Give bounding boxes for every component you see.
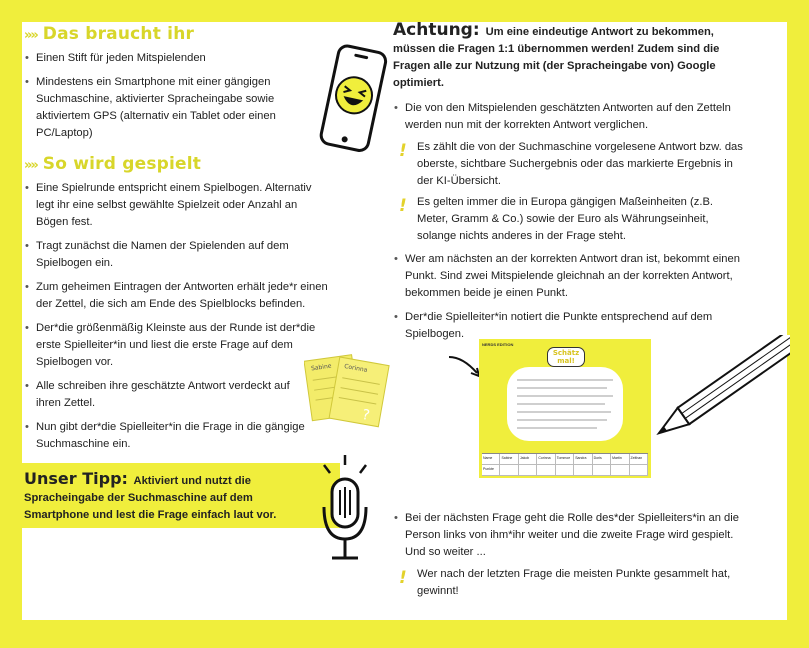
list-item: • Die von den Mitspielenden geschätzten Antworten auf den Zetteln werden nun mit der korrekten Antwort verglichen. bbox=[393, 100, 743, 134]
note-text: Es zählt die von der Suchmaschine vorgelesene Antwort bzw. das oberste, sichtbare Suchergebnis oder das markierte Ergebnis in der KI-Übersicht. bbox=[417, 141, 743, 187]
name-cell: Martin bbox=[611, 454, 629, 464]
note-item bbox=[393, 194, 743, 245]
question-line bbox=[517, 419, 607, 421]
left-column bbox=[24, 22, 329, 460]
scorecard-names-table bbox=[482, 453, 648, 475]
rules-list-1 bbox=[393, 100, 743, 134]
list-item: • Mindestens ein Smartphone mit einer gängigen Suchmaschine, aktivierter Spracheingabe sowie aktiviertem GPS (alternativ ein Tablet oder einen PC/Laptop) bbox=[24, 74, 281, 142]
list-item: • Zum geheimen Eintragen der Antworten erhält jede*r einen der Zettel, die sich am Ende des Spielblocks befinden. bbox=[24, 279, 331, 313]
howto-list bbox=[24, 180, 329, 453]
points-cell bbox=[611, 465, 629, 475]
list-item: • Bei der nächsten Frage geht die Rolle des*der Spielleiters*in an die Person links von ihm*ihr weiter und die zweite Frage wird gespielt. Und so weiter ... bbox=[393, 510, 743, 561]
needs-list bbox=[24, 50, 329, 142]
question-line bbox=[517, 411, 611, 413]
section-heading-needs bbox=[24, 26, 329, 44]
tip-colon: : bbox=[121, 469, 134, 488]
points-row bbox=[482, 465, 648, 476]
warning-title: Achtung bbox=[393, 20, 473, 40]
warning-text: Um eine eindeutige Antwort zu bekommen, müssen die Fragen 1:1 übernommen werden! Zudem sind die Fragen alle zur Nutzung mit (der Spracheingabe von) Google optimiert. bbox=[393, 26, 720, 89]
section-heading-howto bbox=[24, 156, 329, 174]
name-cell: Zeithan bbox=[630, 454, 648, 464]
tip-text-block bbox=[24, 470, 314, 524]
list-item: • Wer am nächsten an der korrekten Antwort dran ist, bekommt einen Punkt. Sind zwei Mitspielende gleichnah an der korrekten Antwort, bekommen beide je einen Punkt. bbox=[393, 251, 743, 302]
laughing-smartphone-icon bbox=[315, 40, 390, 160]
question-line bbox=[517, 395, 613, 397]
pencil-icon bbox=[640, 335, 790, 465]
scorecard-logo: Schätz mal! bbox=[547, 347, 585, 367]
note-item bbox=[393, 566, 743, 600]
heading-text: Das braucht ihr bbox=[42, 24, 195, 44]
points-cell bbox=[500, 465, 518, 475]
points-cell bbox=[519, 465, 537, 475]
microphone-icon bbox=[310, 445, 380, 565]
scorecard-bubble bbox=[507, 367, 623, 441]
rules-list-2 bbox=[393, 251, 743, 343]
svg-text:Sabine: Sabine bbox=[310, 362, 332, 373]
name-cell: Corinna bbox=[537, 454, 555, 464]
note-text: Wer nach der letzten Frage die meisten Punkte gesammelt hat, gewinnt! bbox=[417, 568, 731, 597]
tip-body: Aktiviert und nutzt die Spracheingabe der Suchmaschine auf dem Smartphone und lest die Frage einfach laut vor. bbox=[24, 475, 277, 521]
arrows-icon: »» bbox=[24, 28, 37, 43]
list-item: • Eine Spielrunde entspricht einem Spielbogen. Alternativ legt ihr eine selbst gewählte Spielzeit oder Anzahl an Bögen fest. bbox=[24, 180, 321, 231]
warning-block bbox=[393, 22, 743, 92]
list-item: • Einen Stift für jeden Mitspielenden bbox=[24, 50, 281, 67]
question-line bbox=[517, 403, 605, 405]
warning-colon: : bbox=[472, 20, 486, 40]
right-column bbox=[393, 22, 743, 350]
name-cell: Tommoe bbox=[556, 454, 574, 464]
list-item: • Nun gibt der*die Spielleiter*in die Frage in die gängige Suchmaschine ein. bbox=[24, 419, 321, 453]
name-cell: Jakob bbox=[519, 454, 537, 464]
names-row bbox=[482, 454, 648, 465]
row-label: Punkte bbox=[482, 465, 500, 475]
heading-text: So wird gespielt bbox=[42, 154, 202, 174]
points-cell bbox=[630, 465, 648, 475]
svg-text:Corinna: Corinna bbox=[343, 362, 368, 374]
question-line bbox=[517, 379, 613, 381]
name-cell: Sabine bbox=[500, 454, 518, 464]
answer-cards-icon bbox=[304, 342, 394, 437]
question-line bbox=[517, 427, 597, 429]
row-label: Name bbox=[482, 454, 500, 464]
note-text: Es gelten immer die in Europa gängigen Maßeinheiten (z.B. Meter, Gramm & Co.) sowie der Euro als Währungseinheit, solange nichts anderes in der Frage steht. bbox=[417, 196, 714, 242]
list-item: • Der*die größenmäßig Kleinste aus der Runde ist der*die erste Spielleiter*in und liest die erste Frage auf dem Spielbogen vor. bbox=[24, 320, 316, 371]
exclamation-icon: ! bbox=[399, 141, 407, 161]
svg-text:?: ? bbox=[360, 406, 371, 424]
right-column-bottom bbox=[393, 510, 743, 606]
tip-title: Unser Tipp bbox=[24, 469, 122, 488]
name-cell: Sandra bbox=[574, 454, 592, 464]
note-item bbox=[393, 139, 743, 190]
question-line bbox=[517, 387, 607, 389]
list-item: • Tragt zunächst die Namen der Spielenden auf dem Spielbogen ein. bbox=[24, 238, 321, 272]
rules-list-3 bbox=[393, 510, 743, 561]
exclamation-icon: ! bbox=[399, 196, 407, 216]
name-cell: Doris bbox=[593, 454, 611, 464]
scorecard-image bbox=[479, 339, 651, 478]
exclamation-icon: ! bbox=[399, 568, 407, 588]
points-cell bbox=[574, 465, 592, 475]
points-cell bbox=[556, 465, 574, 475]
arrows-icon: »» bbox=[24, 158, 37, 173]
scorecard-tag: NERDS EDITION bbox=[482, 342, 514, 347]
list-item: • Alle schreiben ihre geschätzte Antwort verdeckt auf ihren Zettel. bbox=[24, 378, 301, 412]
list-item: • Der*die Spielleiter*in notiert die Punkte entsprechend auf dem Spielbogen. bbox=[393, 309, 743, 343]
points-cell bbox=[537, 465, 555, 475]
points-cell bbox=[593, 465, 611, 475]
